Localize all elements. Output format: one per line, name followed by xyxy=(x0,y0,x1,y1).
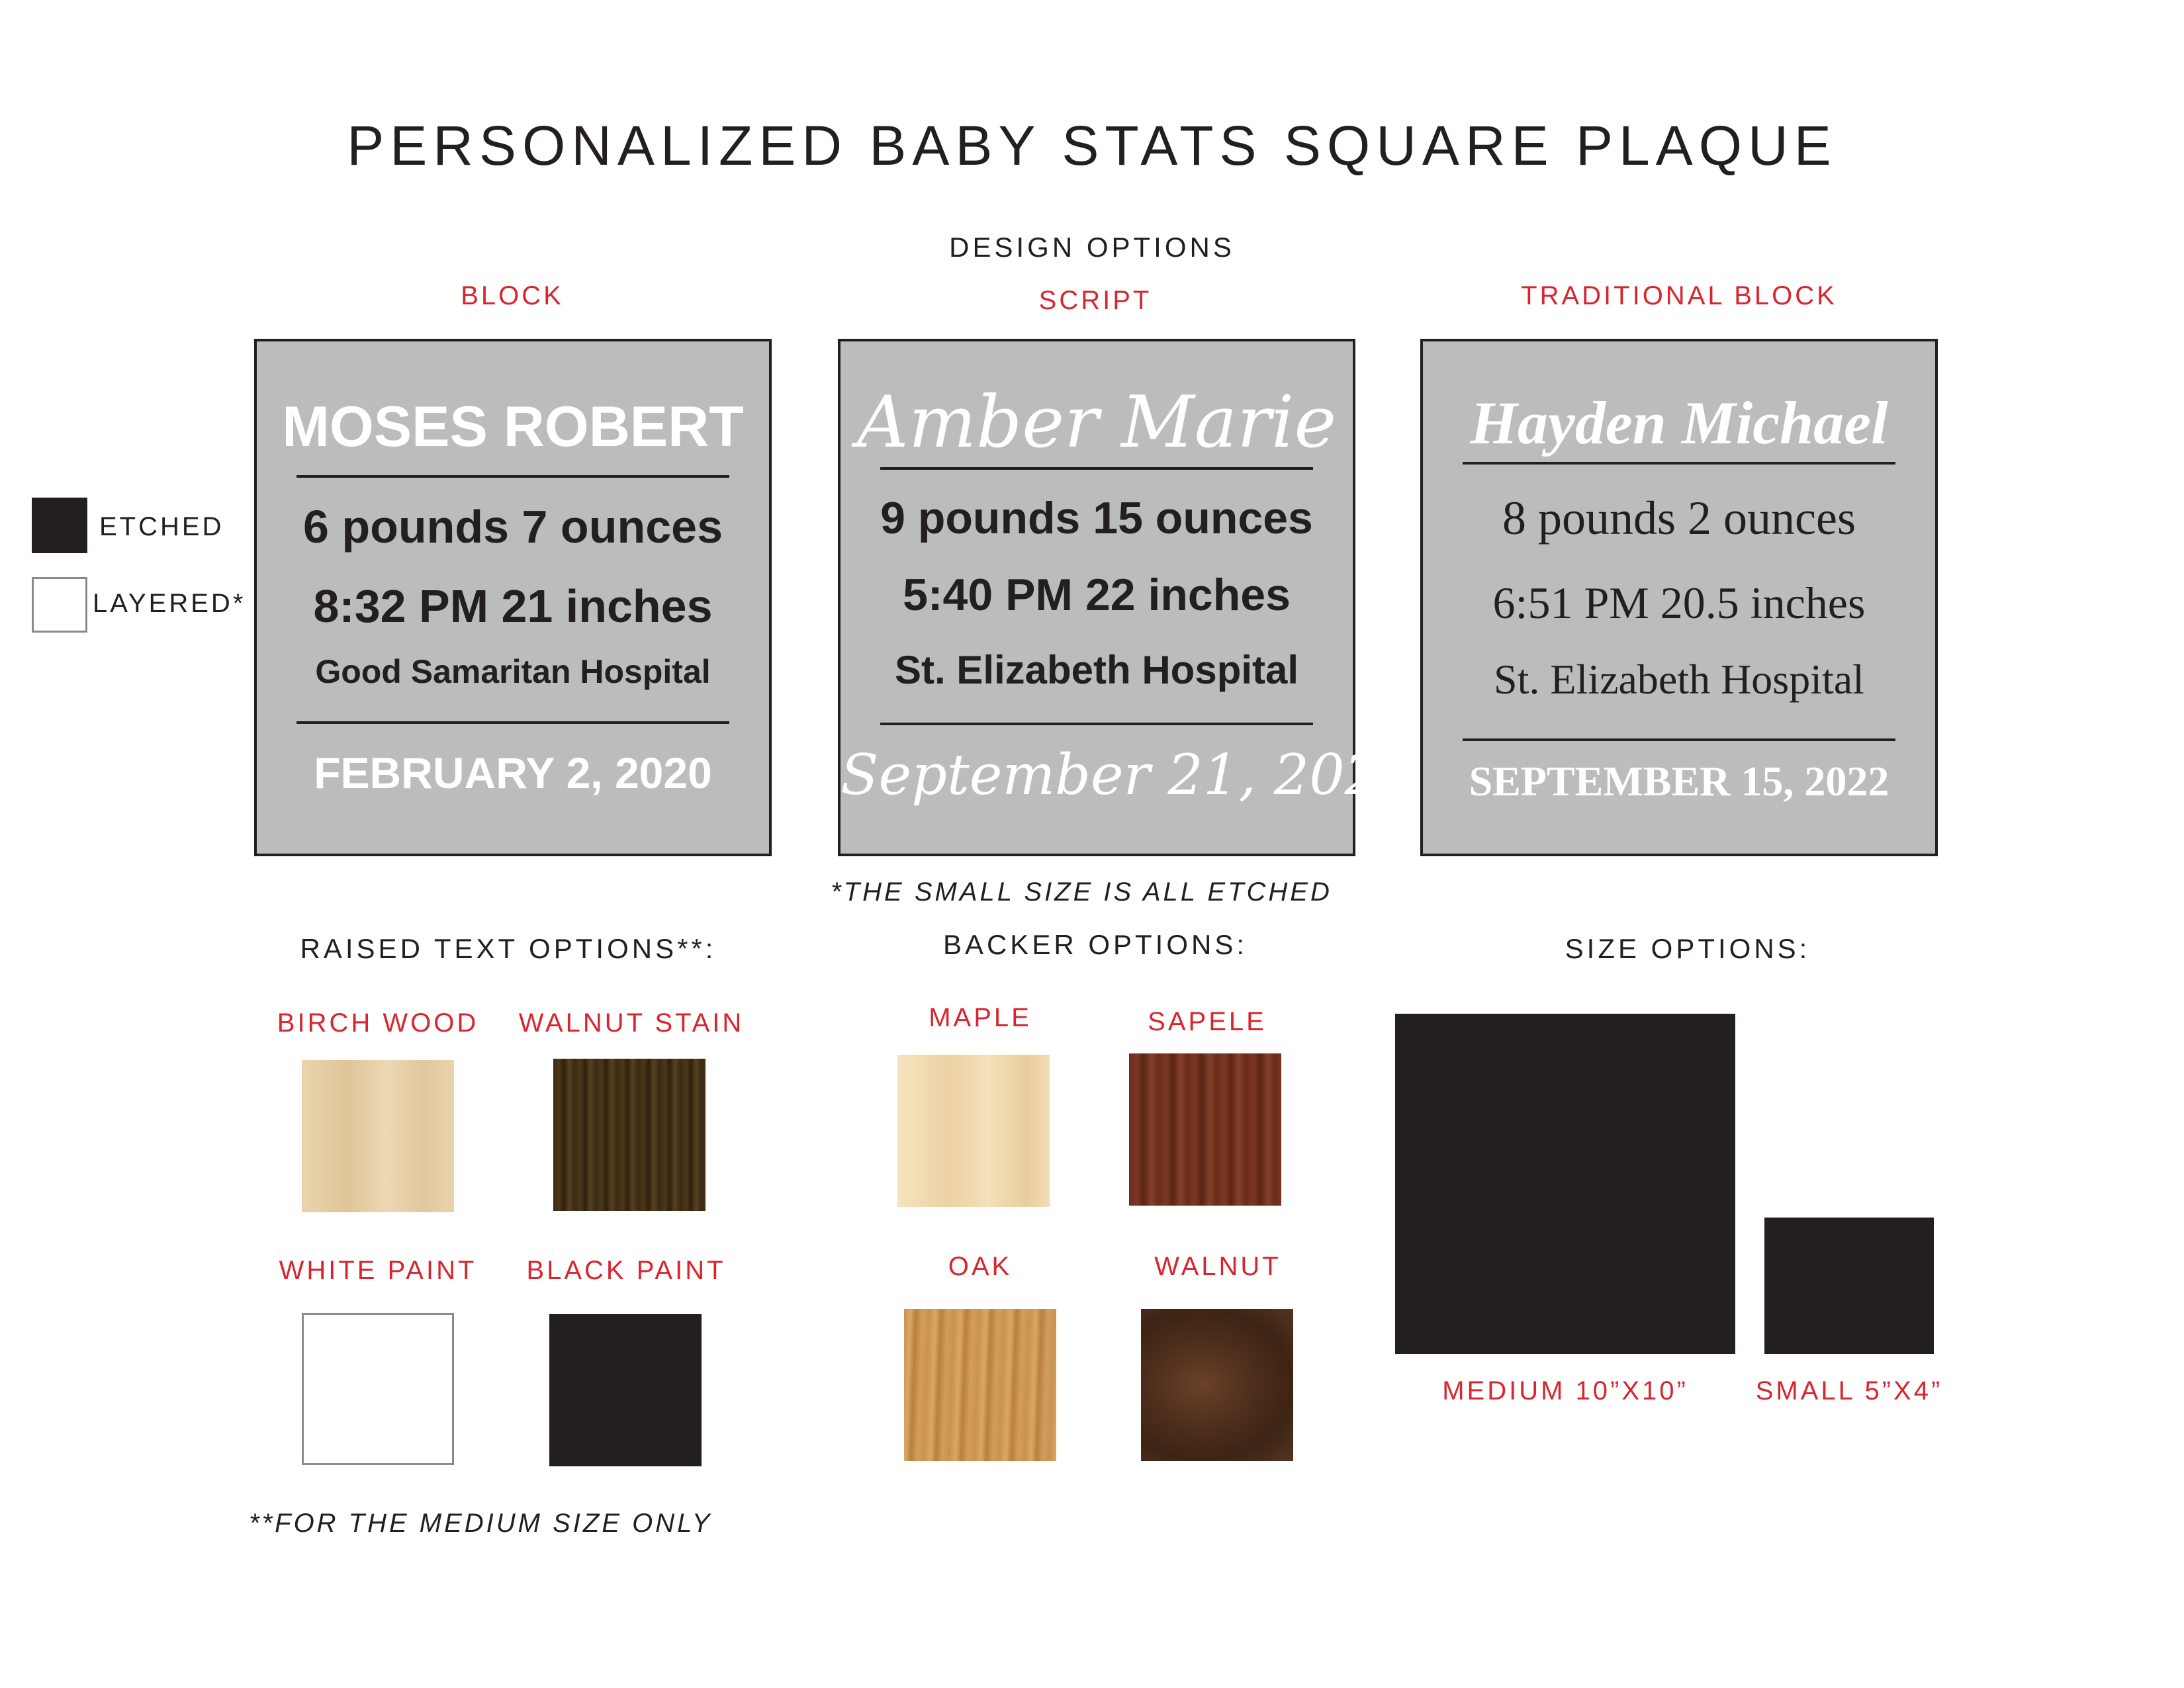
plaque-traditional-divider-top xyxy=(1463,462,1895,465)
backer-options-heading: BACKER OPTIONS: xyxy=(942,929,1248,960)
backer-oak-label: OAK xyxy=(948,1252,1013,1281)
plaque-traditional-date: SEPTEMBER 15, 2022 xyxy=(1469,758,1889,805)
plaque-block-weight: 6 pounds 7 ounces xyxy=(303,501,723,553)
plaque-block-divider-bottom xyxy=(296,721,729,724)
size-small-block[interactable] xyxy=(1764,1218,1934,1354)
raised-walnut-stain-label: WALNUT STAIN xyxy=(518,1008,745,1038)
plaque-block xyxy=(254,339,772,856)
page-title: PERSONALIZED BABY STATS SQUARE PLAQUE xyxy=(347,114,1837,177)
raised-black-paint-swatch[interactable] xyxy=(549,1314,702,1466)
backer-oak-swatch[interactable] xyxy=(904,1309,1056,1461)
design-label-script: SCRIPT xyxy=(1038,286,1152,315)
design-label-traditional-block: TRADITIONAL BLOCK xyxy=(1521,281,1837,310)
raised-white-paint-swatch[interactable] xyxy=(302,1313,454,1465)
plaque-block-time-length: 8:32 PM 21 inches xyxy=(313,580,713,632)
plaque-block-hospital: Good Samaritan Hospital xyxy=(315,653,711,690)
backer-sapele-swatch[interactable] xyxy=(1129,1053,1281,1206)
raised-white-paint-label: WHITE PAINT xyxy=(279,1256,477,1285)
small-size-note: *THE SMALL SIZE IS ALL ETCHED xyxy=(831,877,1332,907)
plaque-traditional-weight: 8 pounds 2 ounces xyxy=(1502,492,1856,545)
plaque-script-time-length: 5:40 PM 22 inches xyxy=(903,570,1291,620)
plaque-traditional-block xyxy=(1420,339,1938,856)
plaque-traditional-name: Hayden Michael xyxy=(1470,389,1888,457)
size-medium-block[interactable] xyxy=(1395,1014,1735,1354)
backer-walnut-label: WALNUT xyxy=(1154,1252,1281,1281)
raised-text-heading: RAISED TEXT OPTIONS**: xyxy=(300,933,717,964)
raised-black-paint-label: BLACK PAINT xyxy=(526,1256,726,1285)
design-options-heading: DESIGN OPTIONS xyxy=(949,232,1235,263)
size-small-label: SMALL 5”X4” xyxy=(1755,1376,1943,1405)
legend-etched-swatch xyxy=(32,498,87,553)
design-label-block: BLOCK xyxy=(461,281,564,310)
legend-layered-label: LAYERED* xyxy=(93,589,246,618)
plaque-block-name: MOSES ROBERT xyxy=(282,395,744,459)
plaque-script xyxy=(838,339,1416,856)
size-medium-label: MEDIUM 10”X10” xyxy=(1442,1376,1688,1405)
plaque-script-date: September 21, 2020 xyxy=(841,742,1416,807)
raised-walnut-stain-swatch[interactable] xyxy=(553,1059,705,1211)
plaque-traditional-hospital: St. Elizabeth Hospital xyxy=(1494,656,1864,703)
plaque-script-weight: 9 pounds 15 ounces xyxy=(880,493,1313,543)
plaque-traditional-divider-bottom xyxy=(1463,738,1895,741)
raised-birch-swatch[interactable] xyxy=(302,1060,454,1212)
medium-size-note: **FOR THE MEDIUM SIZE ONLY xyxy=(249,1509,713,1538)
plaque-block-divider-top xyxy=(296,475,729,478)
plaque-traditional-time-length: 6:51 PM 20.5 inches xyxy=(1492,578,1866,628)
plaque-script-divider-bottom xyxy=(880,723,1313,725)
backer-maple-label: MAPLE xyxy=(929,1003,1032,1032)
plaque-script-hospital: St. Elizabeth Hospital xyxy=(894,648,1299,692)
backer-maple-swatch[interactable] xyxy=(897,1055,1050,1207)
size-options-heading: SIZE OPTIONS: xyxy=(1565,933,1811,964)
plaque-block-date: FEBRUARY 2, 2020 xyxy=(314,748,712,797)
plaque-script-divider-top xyxy=(880,467,1313,470)
legend-layered-swatch xyxy=(32,577,87,633)
raised-birch-label: BIRCH WOOD xyxy=(277,1008,479,1038)
plaque-script-name: Amber Marie xyxy=(856,381,1337,464)
legend-etched-label: ETCHED xyxy=(99,512,224,541)
backer-sapele-label: SAPELE xyxy=(1148,1007,1267,1036)
backer-walnut-swatch[interactable] xyxy=(1141,1309,1293,1461)
